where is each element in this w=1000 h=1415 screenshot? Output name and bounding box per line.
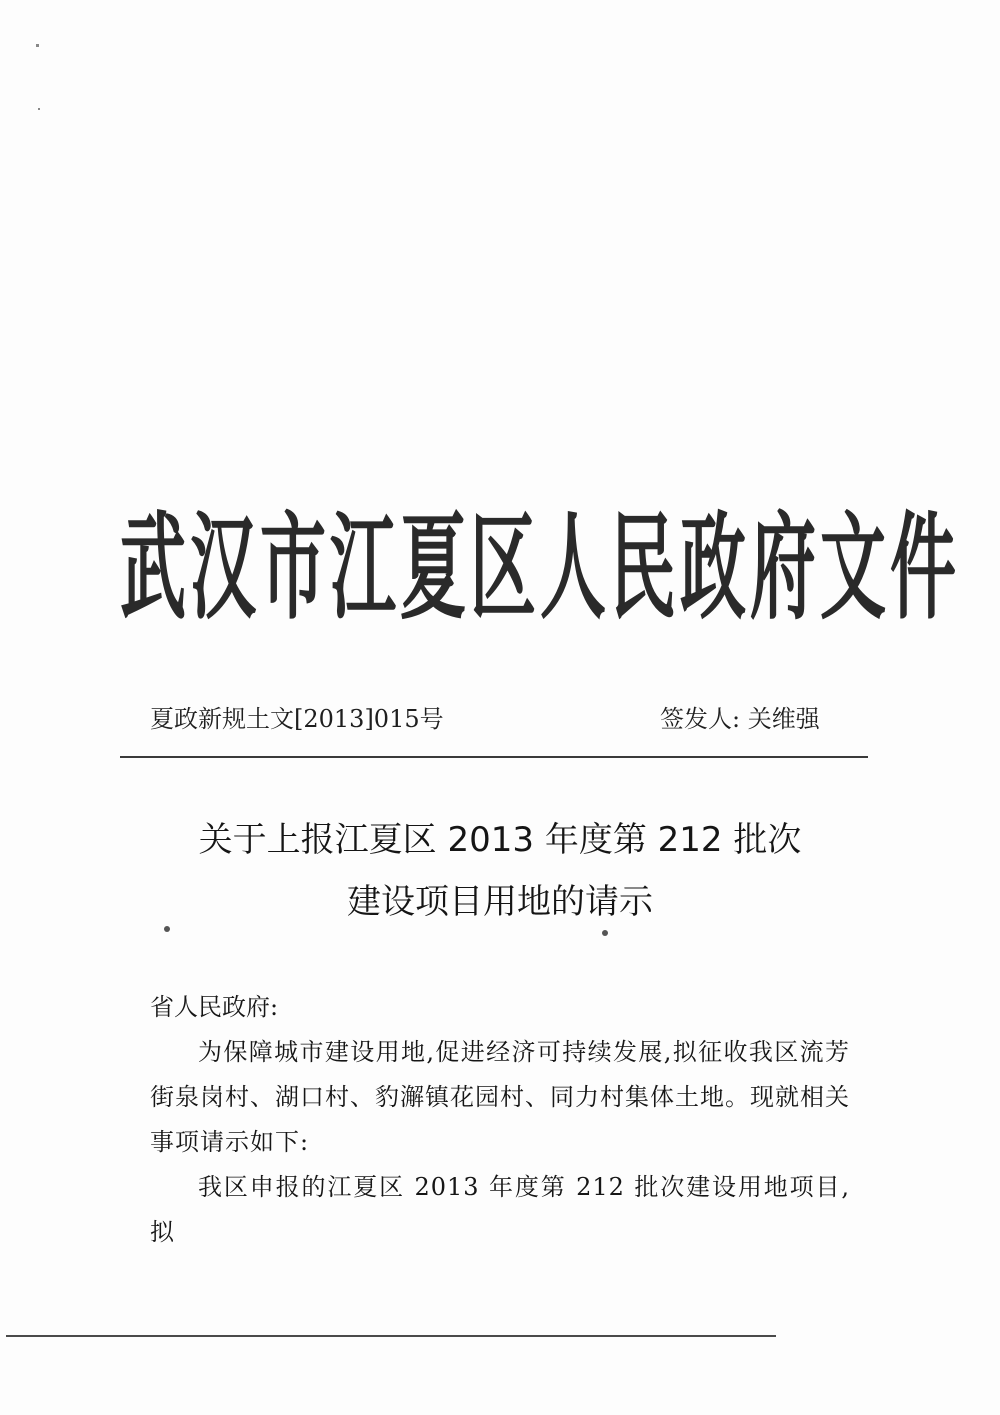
- document-body: [150, 985, 850, 1255]
- salutation: 省人民政府:: [150, 993, 279, 1021]
- scan-speck: [36, 44, 39, 47]
- body-paragraph-1: 为保障城市建设用地,促进经济可持续发展,拟征收我区流芳街泉岗村、湖口村、豹澥镇花园村、同力村集体土地。现就相关事项请示如下:: [150, 1038, 850, 1156]
- document-title-line-2: 建设项目用地的请示: [347, 882, 653, 922]
- scan-speck: [38, 108, 40, 110]
- scan-dot: [164, 926, 170, 932]
- document-number: 夏政新规土文[2013]015号: [150, 705, 444, 733]
- header-divider: [120, 756, 868, 758]
- issuer-heading: 武汉市江夏区人民政府文件: [120, 498, 960, 636]
- body-paragraph-2: 我区申报的江夏区 2013 年度第 212 批次建设用地项目,拟: [150, 1173, 850, 1246]
- scan-dot: [602, 930, 608, 936]
- footer-divider: [6, 1335, 776, 1337]
- signer: 签发人: 关维强: [660, 705, 820, 733]
- document-title-line-1: 关于上报江夏区 2013 年度第 212 批次: [198, 820, 802, 860]
